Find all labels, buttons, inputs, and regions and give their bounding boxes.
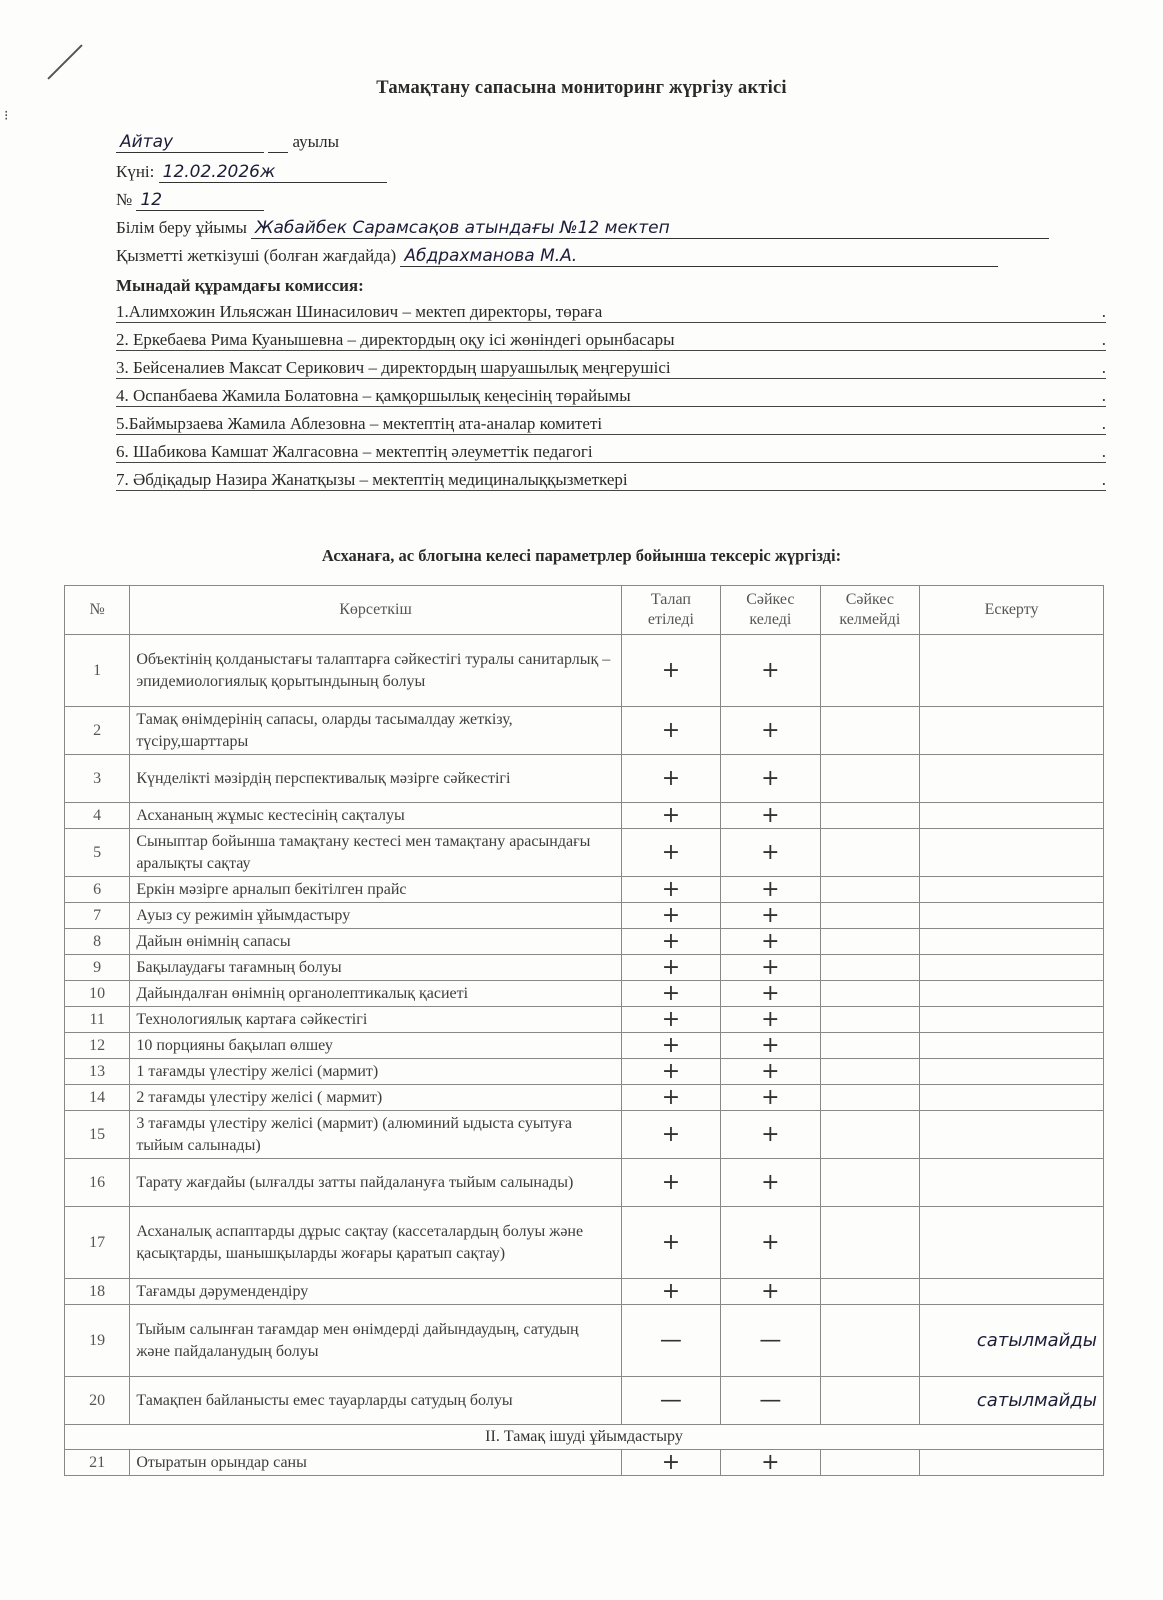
- required-mark: +: [621, 1085, 720, 1111]
- required-mark: +: [621, 1033, 720, 1059]
- required-mark: +: [621, 1007, 720, 1033]
- date-handwritten: 12.02.2026ж: [159, 162, 387, 183]
- commission-member: 7. Әбдіқадыр Назира Жанатқызы – мектептің медициналыққызметкері .: [116, 470, 1106, 489]
- number-handwritten: 12: [136, 190, 264, 211]
- required-mark: +: [621, 829, 720, 877]
- date-label: Күні:: [116, 162, 155, 181]
- commission-member: 2. Еркебаева Рима Куанышевна – директордың оқу ісі жөніндегі орынбасары .: [116, 330, 1106, 349]
- required-mark: +: [621, 955, 720, 981]
- row-note: сатылмайды: [920, 1305, 1104, 1377]
- provider-label: Қызметті жеткізуші (болған жағдайда): [116, 246, 397, 265]
- required-mark: —: [621, 1305, 720, 1377]
- noncompliant-mark: [820, 1059, 919, 1085]
- row-note: [920, 1159, 1104, 1207]
- row-number: 16: [65, 1159, 130, 1207]
- required-mark: +: [621, 1450, 720, 1476]
- noncompliant-mark: [820, 1033, 919, 1059]
- compliant-mark: —: [721, 1377, 820, 1425]
- compliant-mark: +: [721, 707, 820, 755]
- section-row: [65, 1425, 1104, 1450]
- row-number: 8: [65, 929, 130, 955]
- row-indicator: Отыратын орындар саны: [130, 1450, 621, 1476]
- row-indicator: Дайын өнімнің сапасы: [130, 929, 621, 955]
- row-number: 7: [65, 903, 130, 929]
- row-number: 9: [65, 955, 130, 981]
- commission-member: 3. Бейсеналиев Максат Серикович – директордың шаруашылық меңгерушісі .: [116, 358, 1106, 377]
- noncompliant-mark: [820, 1007, 919, 1033]
- noncompliant-mark: [820, 981, 919, 1007]
- row-indicator: Ауыз су режимін ұйымдастыру: [130, 903, 621, 929]
- compliant-mark: +: [721, 877, 820, 903]
- row-note: [920, 803, 1104, 829]
- row-note: [920, 635, 1104, 707]
- section2-title: II. Тамақ ішуді ұйымдастыру: [65, 1425, 1104, 1450]
- noncompliant-mark: [820, 803, 919, 829]
- required-mark: +: [621, 1111, 720, 1159]
- pen-slash-mark: [47, 44, 82, 79]
- row-number: 17: [65, 1207, 130, 1279]
- row-note: [920, 955, 1104, 981]
- row-note: [920, 981, 1104, 1007]
- table-row: [65, 707, 1104, 755]
- number-line: [116, 190, 264, 211]
- row-number: 2: [65, 707, 130, 755]
- compliant-mark: +: [721, 1279, 820, 1305]
- commission-member: 6. Шабикова Камшат Жалгасовна – мектептің әлеуметтік педагогі .: [116, 442, 1106, 461]
- row-note: [920, 1111, 1104, 1159]
- table-row: [65, 903, 1104, 929]
- row-indicator: 2 тағамды үлестіру желісі ( мармит): [130, 1085, 621, 1111]
- compliant-mark: +: [721, 1059, 820, 1085]
- village-suffix: ауылы: [292, 132, 340, 151]
- compliant-mark: +: [721, 1207, 820, 1279]
- row-indicator: Тамақпен байланысты емес тауарларды сатудың болуы: [130, 1377, 621, 1425]
- noncompliant-mark: [820, 1279, 919, 1305]
- noncompliant-mark: [820, 1377, 919, 1425]
- compliant-mark: +: [721, 903, 820, 929]
- table-row: [65, 1305, 1104, 1377]
- table-row: [65, 803, 1104, 829]
- compliant-mark: +: [721, 981, 820, 1007]
- row-indicator: Объектінің қолданыстағы талаптарға сәйкестігі туралы санитарлық – эпидемиологиялық қорытындының болуы: [130, 635, 621, 707]
- row-indicator: Асханалық аспаптарды дұрыс сақтау (кассеталардың болуы және қасықтарды, шанышқыларды жоғары қаратып сақтау): [130, 1207, 621, 1279]
- required-mark: +: [621, 1159, 720, 1207]
- row-number: 6: [65, 877, 130, 903]
- required-mark: +: [621, 877, 720, 903]
- row-note: [920, 1207, 1104, 1279]
- number-label: №: [116, 190, 133, 209]
- compliant-mark: +: [721, 1159, 820, 1207]
- school-line: [116, 218, 1049, 239]
- col-noncompliant: Сәйкес келмейді: [820, 586, 919, 635]
- row-note: [920, 707, 1104, 755]
- row-indicator: Тағамды дәрумендендіру: [130, 1279, 621, 1305]
- row-number: 11: [65, 1007, 130, 1033]
- required-mark: +: [621, 1207, 720, 1279]
- col-indicator: Көрсеткіш: [130, 586, 621, 635]
- document-title: Тамақтану сапасына мониторинг жүргізу актісі: [376, 78, 787, 98]
- commission-heading: Мынадай құрамдағы комиссия:: [116, 276, 364, 295]
- required-mark: +: [621, 929, 720, 955]
- table-row: [65, 1007, 1104, 1033]
- row-number: 10: [65, 981, 130, 1007]
- compliant-mark: +: [721, 1007, 820, 1033]
- compliant-mark: +: [721, 803, 820, 829]
- compliant-mark: +: [721, 829, 820, 877]
- table-row: [65, 981, 1104, 1007]
- row-indicator: Бақылаудағы тағамның болуы: [130, 955, 621, 981]
- date-line: [116, 162, 387, 183]
- row-note: [920, 1059, 1104, 1085]
- required-mark: +: [621, 755, 720, 803]
- noncompliant-mark: [820, 1111, 919, 1159]
- row-number: 4: [65, 803, 130, 829]
- noncompliant-mark: [820, 877, 919, 903]
- row-number: 3: [65, 755, 130, 803]
- noncompliant-mark: [820, 929, 919, 955]
- row-note: [920, 1085, 1104, 1111]
- table-row: [65, 1085, 1104, 1111]
- table-header-row: [65, 586, 1104, 635]
- row-note: [920, 755, 1104, 803]
- compliant-mark: +: [721, 1450, 820, 1476]
- compliant-mark: +: [721, 929, 820, 955]
- required-mark: +: [621, 1059, 720, 1085]
- compliant-mark: —: [721, 1305, 820, 1377]
- row-number: 14: [65, 1085, 130, 1111]
- required-mark: +: [621, 903, 720, 929]
- row-number: 1: [65, 635, 130, 707]
- village-line: [116, 132, 339, 153]
- table-row: [65, 1207, 1104, 1279]
- row-indicator: Технологиялық картаға сәйкестігі: [130, 1007, 621, 1033]
- noncompliant-mark: [820, 1450, 919, 1476]
- noncompliant-mark: [820, 829, 919, 877]
- required-mark: +: [621, 981, 720, 1007]
- provider-line: [116, 246, 998, 267]
- row-note: [920, 929, 1104, 955]
- commission-member: 1.Алимхожин Ильясжан Шинасилович – мектеп директоры, төраға .: [116, 302, 1106, 321]
- row-indicator: 3 тағамды үлестіру желісі (мармит) (алюминий ыдыста суытуға тыйым салынады): [130, 1111, 621, 1159]
- row-number: 21: [65, 1450, 130, 1476]
- row-note: [920, 1007, 1104, 1033]
- col-required: Талап етіледі: [621, 586, 720, 635]
- noncompliant-mark: [820, 1305, 919, 1377]
- table-row: [65, 929, 1104, 955]
- row-indicator: 1 тағамды үлестіру желісі (мармит): [130, 1059, 621, 1085]
- col-number: №: [65, 586, 130, 635]
- row-note: сатылмайды: [920, 1377, 1104, 1425]
- compliant-mark: +: [721, 755, 820, 803]
- table-row: [65, 1159, 1104, 1207]
- row-number: 18: [65, 1279, 130, 1305]
- compliant-mark: +: [721, 1033, 820, 1059]
- row-note: [920, 1033, 1104, 1059]
- compliant-mark: +: [721, 1085, 820, 1111]
- table-row: [65, 1279, 1104, 1305]
- row-number: 13: [65, 1059, 130, 1085]
- noncompliant-mark: [820, 903, 919, 929]
- row-number: 19: [65, 1305, 130, 1377]
- required-mark: +: [621, 707, 720, 755]
- required-mark: +: [621, 803, 720, 829]
- row-number: 5: [65, 829, 130, 877]
- table-row: [65, 955, 1104, 981]
- noncompliant-mark: [820, 955, 919, 981]
- village-handwritten: Айтау: [116, 132, 264, 153]
- row-number: 12: [65, 1033, 130, 1059]
- commission-member: 4. Оспанбаева Жамила Болатовна – қамқоршылық кеңесінің төрайымы .: [116, 386, 1106, 405]
- school-handwritten: Жабайбек Сарамсақов атындағы №12 мектеп: [251, 218, 1049, 239]
- required-mark: +: [621, 1279, 720, 1305]
- noncompliant-mark: [820, 1085, 919, 1111]
- required-mark: —: [621, 1377, 720, 1425]
- row-note: [920, 1450, 1104, 1476]
- row-note: [920, 903, 1104, 929]
- row-indicator: Сыныптар бойынша тамақтану кестесі мен тамақтану арасындағы аралықты сақтау: [130, 829, 621, 877]
- row-indicator: Тамақ өнімдерінің сапасы, оларды тасымалдау жеткізу, түсіру,шарттары: [130, 707, 621, 755]
- table-row: [65, 1059, 1104, 1085]
- village-rule: [268, 152, 288, 153]
- table-row: [65, 755, 1104, 803]
- row-indicator: Асхананың жұмыс кестесінің сақталуы: [130, 803, 621, 829]
- compliant-mark: +: [721, 1111, 820, 1159]
- row-indicator: Күнделікті мәзірдің перспективалық мәзірге сәйкестігі: [130, 755, 621, 803]
- table-row: [65, 1111, 1104, 1159]
- table-row: [65, 635, 1104, 707]
- row-note: [920, 1279, 1104, 1305]
- provider-handwritten: Абдрахманова М.А.: [400, 246, 998, 267]
- school-label: Білім беру ұйымы: [116, 218, 247, 237]
- compliant-mark: +: [721, 635, 820, 707]
- noncompliant-mark: [820, 755, 919, 803]
- row-number: 15: [65, 1111, 130, 1159]
- row-note: [920, 877, 1104, 903]
- table-row: [65, 1377, 1104, 1425]
- row-indicator: Тарату жағдайы (ылғалды затты пайдалануға тыйым салынады): [130, 1159, 621, 1207]
- row-indicator: Тыйым салынған тағамдар мен өнімдерді дайындаудың, сатудың және пайдаланудың болуы: [130, 1305, 621, 1377]
- required-mark: +: [621, 635, 720, 707]
- row-indicator: Дайындалған өнімнің органолептикалық қасиеті: [130, 981, 621, 1007]
- table-row: [65, 1033, 1104, 1059]
- noncompliant-mark: [820, 635, 919, 707]
- noncompliant-mark: [820, 1159, 919, 1207]
- commission-member: 5.Баймырзаева Жамила Аблезовна – мектептің ата-аналар комитеті .: [116, 414, 1106, 433]
- row-indicator: 10 порцияны бақылап өлшеу: [130, 1033, 621, 1059]
- row-note: [920, 829, 1104, 877]
- scan-edge-mark: ⁝: [4, 109, 9, 124]
- table-row: [65, 1450, 1104, 1476]
- compliant-mark: +: [721, 955, 820, 981]
- row-number: 20: [65, 1377, 130, 1425]
- noncompliant-mark: [820, 1207, 919, 1279]
- inspection-section-title: Асханаға, ас блогына келесі параметрлер бойынша тексеріс жүргізді:: [321, 546, 842, 565]
- col-compliant: Сәйкес келеді: [721, 586, 820, 635]
- col-note: Ескерту: [920, 586, 1104, 635]
- noncompliant-mark: [820, 707, 919, 755]
- row-indicator: Еркін мәзірге арналып бекітілген прайс: [130, 877, 621, 903]
- table-row: [65, 877, 1104, 903]
- table-row: [65, 829, 1104, 877]
- inspection-table: [64, 585, 1104, 1476]
